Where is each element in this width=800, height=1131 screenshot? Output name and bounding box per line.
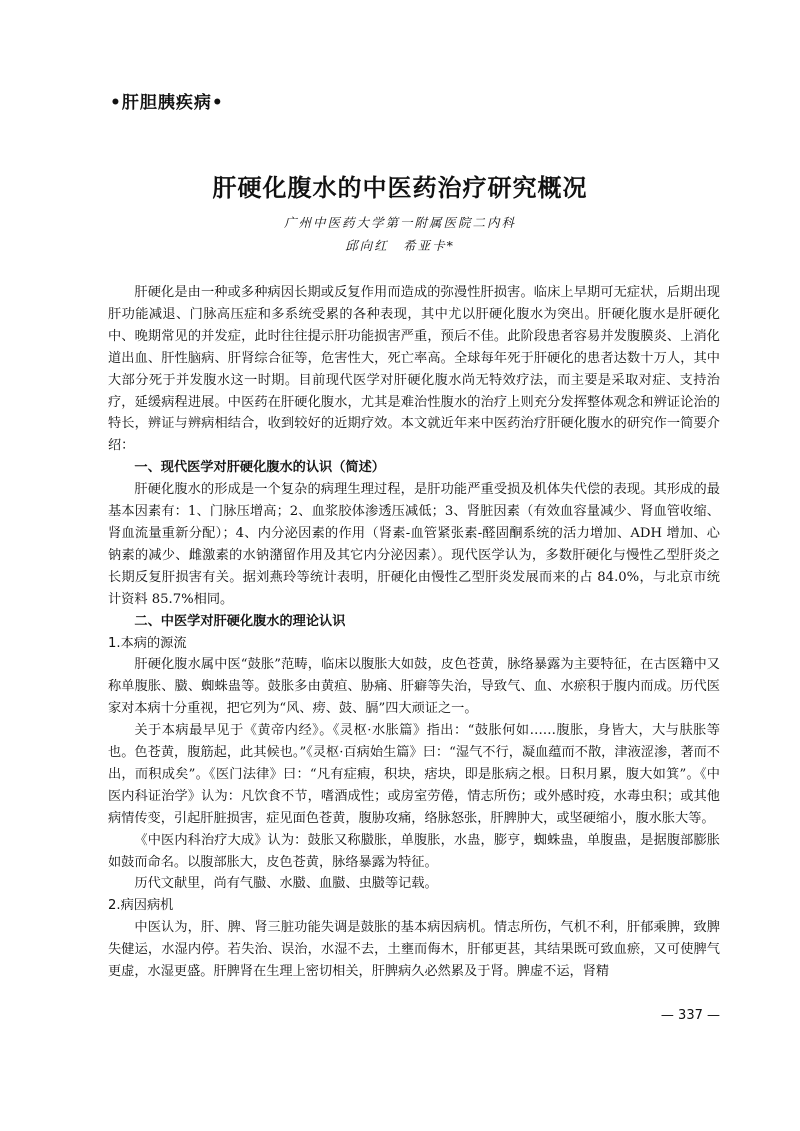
section-tag: •肝胆胰疾病• xyxy=(110,93,224,113)
section-heading-2: 二、中医学对肝硬化腹水的理论认识 xyxy=(134,613,346,629)
article-body xyxy=(108,282,720,983)
page-number: — 337 — xyxy=(660,1008,720,1023)
origin-paragraph-2: 关于本病最早见于《黄帝内经》。《灵枢·水胀篇》指出：“鼓胀何如……腹胀，身皆大，大与肤胀等也。色苍黄，腹筋起，此其候也。”《灵枢·百病始生篇》曰：“湿气不行，凝血蕴而不散，津液涩渗，著而不出，而积成矣”。《医门法律》曰：“凡有症瘕，积块，痞块，即是胀病之根。日积月累，腹大如箕”。《中医内科证治学》认为：凡饮食不节，嗜酒成性；或房室劳倦，情志所伤；或外感时疫，水毒虫积；或其他病情传变，引起肝脏损害，症见面色苍黄，腹胁攻痛，络脉怒张，肝脾肿大，或坚硬缩小，腹水胀大等。 xyxy=(108,723,720,826)
subsection-heading-origin: 1.本病的源流 xyxy=(108,635,187,651)
origin-paragraph-4: 历代文献里，尚有气臌、水臌、血臌、虫臌等记载。 xyxy=(134,876,438,892)
etiology-paragraph: 中医认为，肝、脾、肾三脏功能失调是鼓胀的基本病因病机。情志所伤，气机不利，肝郁乘脾，致脾失健运，水湿内停。若失治、误治，水湿不去，土壅而侮木，肝郁更甚，其结果既可致血瘀，又可使脾气更虚，水湿更盛。肝脾肾在生理上密切相关，肝脾病久必然累及于肾。脾虚不运，肾精 xyxy=(108,920,720,980)
article-title: 肝硬化腹水的中医药治疗研究概况 xyxy=(212,174,588,203)
origin-paragraph-1: 肝硬化腹水属中医“鼓胀”范畴，临床以腹胀大如鼓，皮色苍黄，脉络暴露为主要特征，在古医籍中又称单腹胀、臌、蜘蛛蛊等。鼓胀多由黄疸、胁痛、肝癖等失治，导致气、血、水瘀积于腹内而成。历代医家对本病十分重视，把它列为“风、痨、鼓、膈”四大顽证之一。 xyxy=(108,657,720,717)
section-heading-1: 一、现代医学对肝硬化腹水的认识（简述） xyxy=(134,460,385,476)
section-1-paragraph: 肝硬化腹水的形成是一个复杂的病理生理过程，是肝功能严重受损及机体失代偿的表现。其形成的最基本因素有：1、门脉压增高；2、血浆胶体渗透压减低；3、肾脏因素（有效血容量减少、肾血管收缩、肾血流量重新分配）；4、内分泌因素的作用（肾素-血管紧张素-醛固酮系统的活力增加、ADH 增加、心钠素的减少、雌激素的水钠潴留作用及其它内分泌因素）。现代医学认为，多数肝硬化与慢性乙型肝炎之长期反复肝损害有关。据刘燕玲等统计表明，肝硬化由慢性乙型肝炎发展而来的占 84.0%，与北京市统计资料 85.7%相同。 xyxy=(108,482,720,607)
author-affiliation: 广州中医药大学第一附属医院二内科 xyxy=(283,215,516,230)
subsection-heading-etiology: 2.病因病机 xyxy=(108,898,174,914)
origin-paragraph-3: 《中医内科治疗大成》认为：鼓胀又称臌胀，单腹胀，水蛊，膨亨，蜘蛛蛊，单腹蛊，是据腹部膨胀如鼓而命名。以腹部胀大，皮色苍黄，脉络暴露为特征。 xyxy=(108,832,720,870)
intro-paragraph: 肝硬化是由一种或多种病因长期或反复作用而造成的弥漫性肝损害。临床上早期可无症状，后期出现肝功能减退、门脉高压症和多系统受累的各种表现，其中尤以肝硬化腹水为突出。肝硬化腹水是肝硬化中、晚期常见的并发症，此时往往提示肝功能损害严重，预后不佳。此阶段患者容易并发腹膜炎、上消化道出血、肝性脑病、肝肾综合征等，危害性大，死亡率高。全球每年死于肝硬化的患者达数十万人，其中大部分死于并发腹水这一时期。目前现代医学对肝硬化腹水尚无特效疗法，而主要是采取对症、支持治疗，延缓病程进展。中医药在肝硬化腹水，尤其是难治性腹水的治疗上则充分发挥整体观念和辨证论治的特长，辨证与辨病相结合，收到较好的近期疗效。本文就近年来中医药治疗肝硬化腹水的研究作一简要介绍： xyxy=(108,285,720,454)
author-names: 邱向红 希亚卡* xyxy=(345,238,455,253)
